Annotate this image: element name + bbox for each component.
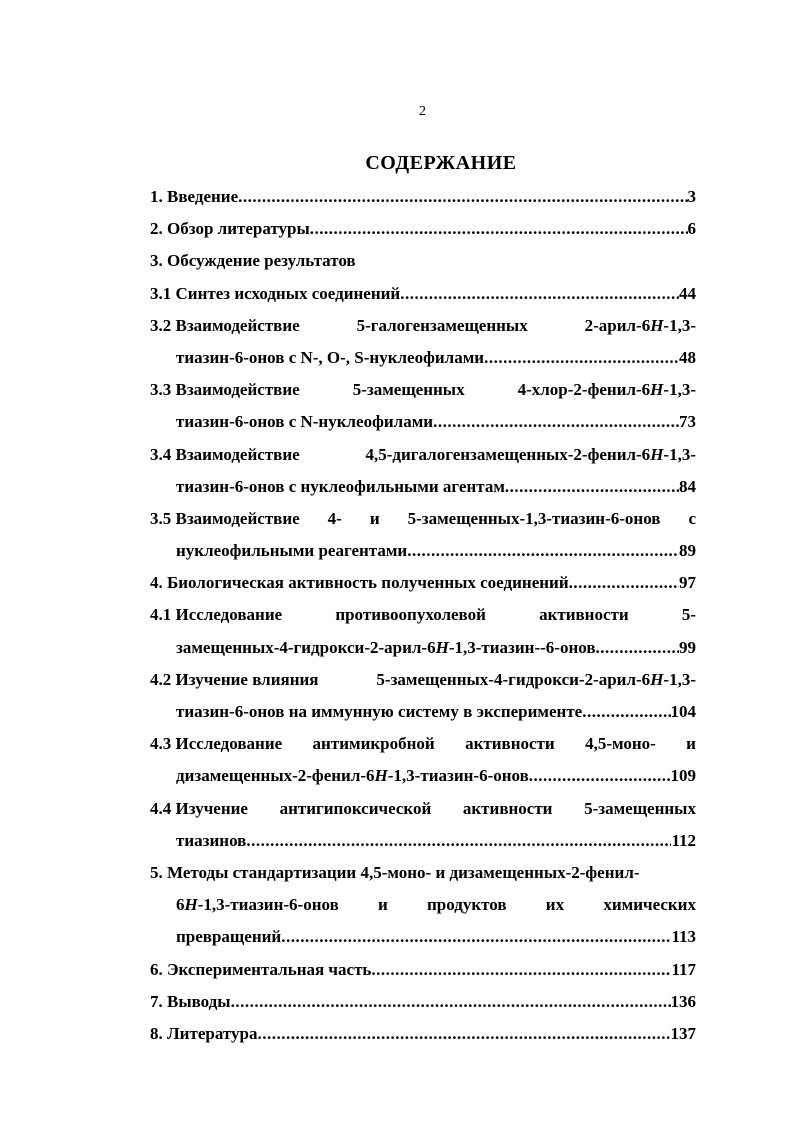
toc-leader-dots [371, 958, 671, 982]
toc-leader-dots [582, 700, 670, 724]
toc-word: 5-замещенных [352, 380, 465, 400]
toc-entry-3-5-cont [150, 539, 696, 571]
toc-word: и [686, 734, 696, 754]
toc-leader-dots [569, 571, 679, 595]
toc-entry-page: 44 [679, 283, 696, 303]
page-number: 2 [419, 104, 426, 119]
toc-word: 5-галогензамещенных [356, 315, 528, 335]
toc-entry-page: 112 [671, 830, 696, 850]
toc-entry-7 [150, 990, 696, 1022]
toc-entry-label: 2. Обзор литературы [150, 219, 310, 239]
toc-title: СОДЕРЖАНИЕ [365, 152, 517, 174]
table-of-contents [150, 185, 696, 1054]
toc-word [585, 314, 696, 338]
toc-entry-label: тиазин-6-онов с нуклеофильными агентам [176, 476, 505, 496]
toc-word [366, 443, 697, 467]
toc-entry-3 [150, 249, 696, 281]
toc-word: химических [603, 895, 696, 915]
toc-word: противоопухолевой [335, 605, 486, 625]
toc-entry-label: 8. Литература [150, 1023, 258, 1043]
toc-word: 4.2 Изучение влияния [150, 669, 319, 689]
toc-word-part: 2-арил-6 [584, 315, 651, 335]
toc-word: 4.1 Исследование [150, 605, 283, 625]
toc-word-italic: H [374, 766, 388, 786]
toc-word [376, 668, 696, 692]
toc-leader-dots [433, 410, 679, 434]
toc-leader-dots [400, 282, 679, 306]
toc-entry-3-1 [150, 282, 696, 314]
toc-word-part: -1,3-тиазин-6-онов [197, 895, 339, 915]
toc-word: и [369, 508, 380, 528]
toc-entry-4-4-cont [150, 829, 696, 861]
toc-entry-8 [150, 1022, 696, 1054]
toc-entry-label: тиазин-6-онов с N-, O-, S-нуклеофилами [176, 347, 485, 367]
toc-word: 4,5-моно- [585, 734, 656, 754]
toc-entry-3-5 [150, 507, 696, 539]
toc-entry-page: 97 [679, 573, 696, 593]
toc-leader-dots [246, 829, 671, 853]
toc-word-italic: H [650, 444, 664, 464]
toc-word-part: дизамещенных-2-фенил-6 [176, 766, 375, 786]
toc-entry-page: 73 [679, 412, 696, 432]
toc-entry-3-4 [150, 443, 696, 475]
toc-word-part: -1,3- [663, 444, 696, 464]
toc-word: продуктов [427, 895, 507, 915]
toc-entry-1 [150, 185, 696, 217]
toc-word: их [545, 895, 565, 915]
toc-leader-dots [596, 636, 679, 660]
toc-entry-label: 3.1 Синтез исходных соединений [150, 283, 401, 303]
toc-entry-3-2 [150, 314, 696, 346]
toc-entry-3-4-cont [150, 475, 696, 507]
toc-entry-page: 104 [670, 702, 696, 721]
toc-word-part: -1,3-тиазин-6-онов [387, 766, 529, 786]
toc-word-part: 4,5-дигалогензамещенных-2-фенил-6 [365, 444, 651, 464]
toc-entry-label: тиазинов [176, 830, 247, 850]
toc-word-italic: H [435, 637, 449, 657]
toc-word: 5- [681, 605, 696, 625]
toc-entry-label: превращений [176, 927, 282, 947]
toc-word-italic: H [650, 669, 664, 689]
toc-entry-page: 3 [687, 187, 696, 206]
toc-word-part: замещенных-4-гидрокси-2-арил-6 [176, 637, 436, 657]
toc-word: активности [462, 798, 553, 818]
toc-entry-label [176, 764, 529, 788]
toc-entry-page: 113 [671, 927, 696, 947]
toc-entry-label: 1. Введение [150, 187, 239, 206]
toc-word-part: -1,3- [663, 315, 696, 335]
toc-leader-dots [281, 925, 671, 949]
toc-word: 4.3 Исследование [150, 734, 283, 754]
toc-entry-4 [150, 571, 696, 603]
toc-leader-dots [484, 346, 679, 370]
toc-leader-dots [238, 185, 687, 209]
toc-word-italic: H [650, 315, 664, 335]
toc-entry-5-cont-2 [150, 925, 696, 957]
toc-word: 5-замещенных [584, 798, 696, 818]
toc-entry-label: тиазин-6-онов на иммунную систему в эксперименте [176, 702, 583, 721]
toc-word-part: 5-замещенных-4-гидрокси-2-арил-6 [376, 669, 651, 689]
toc-word: с [688, 508, 696, 528]
toc-word [176, 893, 339, 917]
toc-word: активности [465, 734, 555, 754]
toc-word: 5-замещенных-1,3-тиазин-6-онов [407, 508, 661, 528]
toc-word: активности [539, 605, 629, 625]
toc-entry-page: 6 [687, 219, 696, 239]
toc-word-italic: H [184, 895, 198, 915]
toc-entry-4-4 [150, 797, 696, 829]
toc-word-italic: H [650, 380, 664, 400]
toc-word-part: -1,3-тиазин--6-онов [448, 637, 596, 657]
toc-entry-4-3-cont [150, 764, 696, 796]
toc-leader-dots [529, 764, 671, 788]
toc-entry-page: 109 [670, 766, 696, 786]
toc-word: 3.3 Взаимодействие [150, 380, 300, 400]
toc-entry-5-cont [150, 893, 696, 925]
toc-entry-label: 3. Обсуждение результатов [150, 251, 356, 271]
toc-leader-dots [231, 990, 671, 1014]
toc-entry-page: 137 [670, 1023, 696, 1043]
toc-entry-2 [150, 217, 696, 249]
toc-entry-4-2-cont [150, 700, 696, 732]
toc-entry-label: нуклеофильными реагентами [176, 541, 408, 561]
toc-entry-4-2 [150, 668, 696, 700]
toc-word: антигипоксической [279, 798, 432, 818]
toc-entry-3-2-cont [150, 346, 696, 378]
toc-entry-label: 4. Биологическая активность полученных соединений [150, 573, 569, 593]
toc-word: 3.2 Взаимодействие [150, 315, 300, 335]
toc-entry-page: 117 [671, 959, 696, 979]
toc-entry-4-1 [150, 603, 696, 635]
toc-word: 3.4 Взаимодействие [150, 444, 300, 464]
toc-word [518, 378, 696, 402]
toc-entry-3-3 [150, 378, 696, 410]
toc-word-part: 4-хлор-2-фенил-6 [517, 380, 651, 400]
toc-entry-label: 7. Выводы [150, 991, 231, 1011]
toc-entry-page: 84 [679, 476, 696, 496]
toc-entry-4-3 [150, 732, 696, 764]
toc-entry-4-1-cont [150, 636, 696, 668]
toc-word-part: 6 [176, 895, 185, 915]
toc-entry-page: 48 [679, 347, 696, 367]
toc-entry-label: тиазин-6-онов с N-нуклеофилами [176, 412, 434, 432]
toc-entry-5 [150, 861, 696, 893]
toc-entry-page: 136 [670, 991, 696, 1011]
toc-entry-page: 99 [679, 637, 696, 657]
toc-entry-page: 89 [679, 541, 696, 561]
toc-entry-label: 5. Методы стандартизации 4,5-моно- и дизамещенных-2-фенил- [150, 862, 640, 882]
toc-word: 4.4 Изучение [150, 798, 248, 818]
toc-entry-6 [150, 958, 696, 990]
toc-word: и [377, 895, 388, 915]
toc-word: 4- [327, 508, 342, 528]
toc-word: антимикробной [312, 734, 435, 754]
toc-entry-3-3-cont [150, 410, 696, 442]
toc-entry-label [176, 636, 596, 660]
toc-entry-label: 6. Экспериментальная часть [150, 959, 372, 979]
toc-word-part: -1,3- [663, 380, 696, 400]
toc-word-part: -1,3- [663, 669, 696, 689]
toc-leader-dots [505, 475, 679, 499]
toc-word: 3.5 Взаимодействие [150, 508, 300, 528]
toc-leader-dots [257, 1022, 670, 1046]
toc-leader-dots [310, 217, 688, 241]
toc-leader-dots [407, 539, 679, 563]
